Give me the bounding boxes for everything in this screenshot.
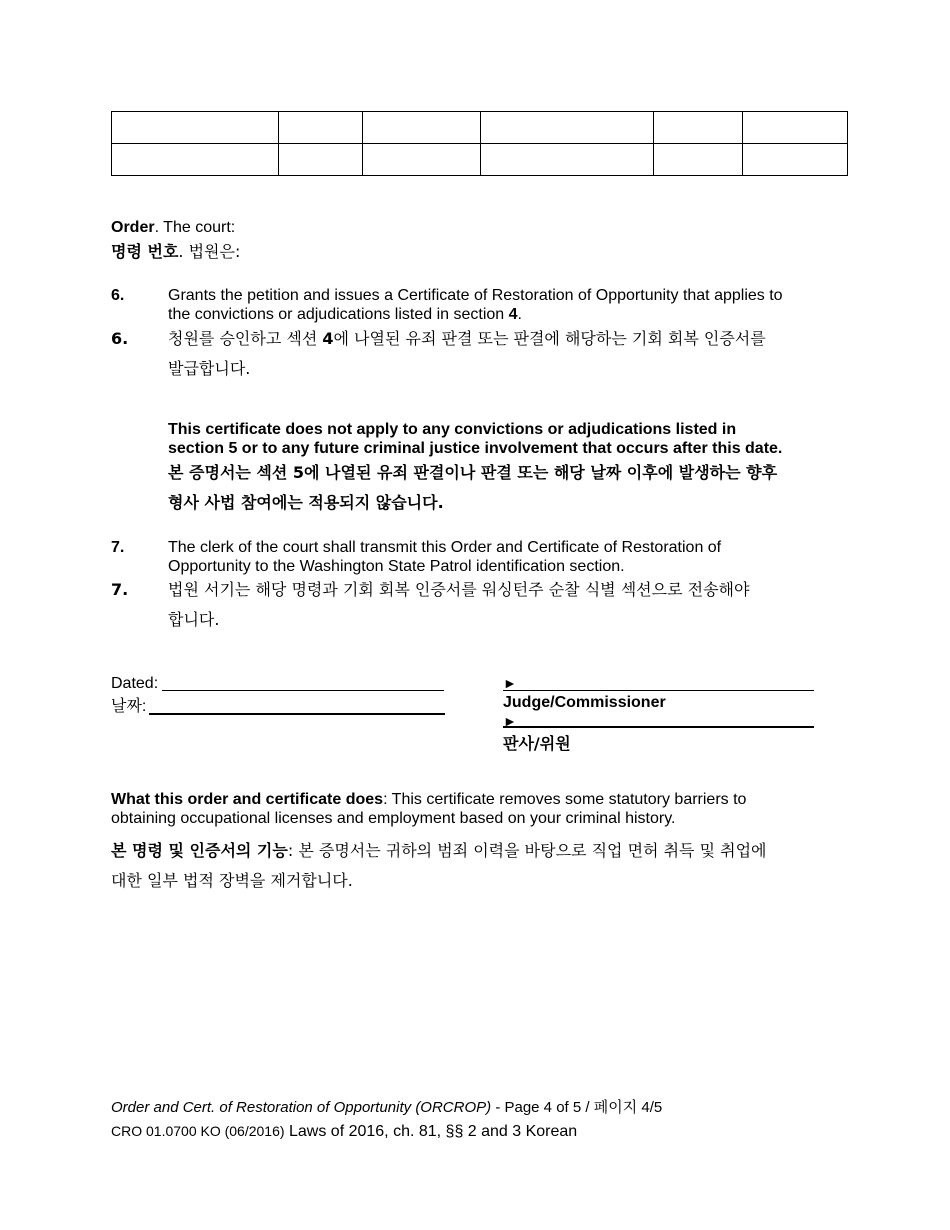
notice-en	[168, 420, 868, 458]
table-cell	[743, 144, 848, 176]
table-cell	[481, 112, 654, 144]
table-cell	[654, 112, 743, 144]
item6-text-ko	[168, 324, 868, 384]
order-heading-ko	[111, 237, 240, 267]
item6-text-en	[168, 286, 858, 324]
dated-line-en[interactable]	[162, 673, 444, 691]
footer-title: Order and Cert. of Restoration of Opportunity (ORCROP) - Page 4 of 5 / 페이지 4/5	[111, 1099, 663, 1116]
what-ko-line2: 대한 일부 법적 장벽을 제거합니다.	[111, 871, 353, 890]
order-label: Order	[111, 219, 155, 236]
item6-en-line2: the convictions or adjudications listed in section 4.	[168, 306, 522, 323]
what-en-line1: What this order and certificate does: This certificate removes some statutory barriers to	[111, 791, 747, 808]
what-ko-line1: 본 명령 및 인증서의 기능: 본 증명서는 귀하의 범죄 이력을 바탕으로 직업 면허 취득 및 취업에	[111, 841, 767, 860]
item6-ko-line1: 청원를 승인하고 섹션 4에 나열된 유죄 판결 또는 판결에 해당하는 기회 회복 인증서를	[168, 329, 766, 348]
notice-ko-line2: 형사 사법 참여에는 적용되지 않습니다.	[168, 493, 444, 512]
arrow-icon: ►	[503, 675, 517, 691]
judge-signature-line-en[interactable]	[503, 673, 814, 691]
notice-ko-line1: 본 증명서는 섹션 5에 나열된 유죄 판결이나 판결 또는 해당 날짜 이후에 발생하는 향후	[168, 463, 778, 482]
item7-number-en: 7.	[111, 539, 125, 556]
table-row	[112, 144, 848, 176]
dated-label-ko: 날짜:	[111, 698, 147, 715]
table-cell	[363, 112, 481, 144]
item6-en-line1: Grants the petition and issues a Certificate of Restoration of Opportunity that applies to	[168, 287, 783, 304]
table-cell	[481, 144, 654, 176]
what-en-line2: obtaining occupational licenses and employment based on your criminal history.	[111, 810, 676, 827]
notice-en-line2: section 5 or to any future criminal justice involvement that occurs after this date.	[168, 440, 783, 457]
judge-signature-line-ko[interactable]	[503, 710, 814, 728]
order-label-ko: 명령 번호	[111, 242, 179, 261]
dated-line-ko[interactable]	[149, 696, 445, 715]
arrow-icon: ►	[503, 713, 517, 729]
table-row	[112, 112, 848, 144]
table-cell	[112, 112, 279, 144]
what-en	[111, 790, 831, 828]
item7-number-ko: 7.	[111, 580, 129, 599]
notice-ko	[168, 458, 868, 518]
order-rest: . The court:	[154, 219, 236, 236]
item7-text-en	[168, 538, 858, 576]
item6-number-en: 6.	[111, 287, 125, 304]
order-heading-en	[111, 218, 235, 237]
table-cell	[279, 112, 363, 144]
item6-ko-line2: 발급합니다.	[168, 359, 251, 378]
item7-en-line2: Opportunity to the Washington State Patrol identification section.	[168, 558, 625, 575]
order-rest-ko: . 법원은:	[178, 242, 241, 261]
footer-code: CRO 01.0700 KO (06/2016) Laws of 2016, ch. 81, §§ 2 and 3 Korean	[111, 1123, 578, 1140]
item6-number-ko: 6.	[111, 329, 129, 348]
item7-en-line1: The clerk of the court shall transmit this Order and Certificate of Restoration of	[168, 539, 722, 556]
item7-ko-line2: 합니다.	[168, 610, 220, 629]
judge-label-ko: 판사/위원	[503, 734, 571, 753]
dated-label-en: Dated:	[111, 675, 159, 692]
table-cell	[363, 144, 481, 176]
table-cell	[654, 144, 743, 176]
empty-table	[111, 111, 848, 176]
what-ko	[111, 836, 841, 896]
item7-ko-line1: 법원 서기는 해당 명령과 기회 회복 인증서를 워싱턴주 순찰 식별 섹션으로 전송해야	[168, 580, 750, 599]
notice-en-line1: This certificate does not apply to any convictions or adjudications listed in	[168, 421, 737, 438]
table-cell	[112, 144, 279, 176]
judge-label-en: Judge/Commissioner	[503, 694, 666, 711]
item7-text-ko	[168, 575, 868, 635]
table-cell	[279, 144, 363, 176]
table-cell	[743, 112, 848, 144]
